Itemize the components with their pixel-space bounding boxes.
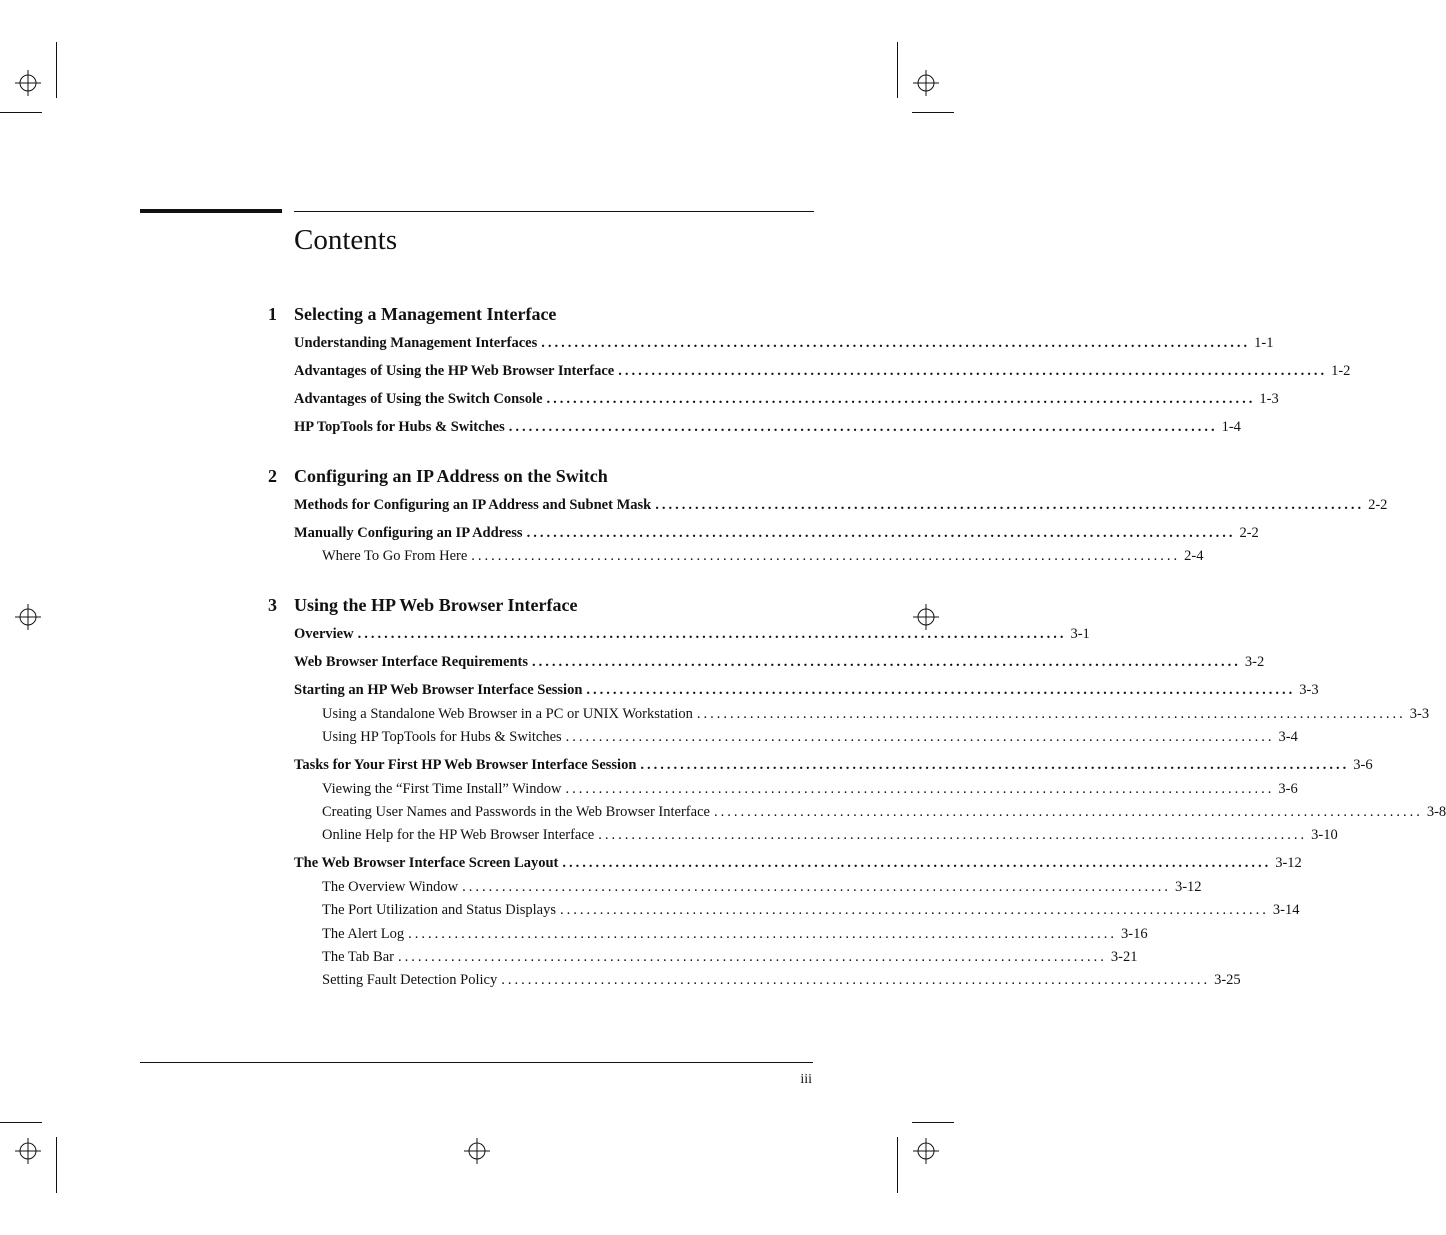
toc-entry-page: 3-6 <box>1278 781 1298 797</box>
toc-entry[interactable] <box>294 855 1302 872</box>
toc-entry[interactable] <box>294 654 1265 671</box>
crop-mark <box>0 1122 42 1123</box>
toc-entry-page: 3-21 <box>1110 949 1138 965</box>
toc-entry[interactable] <box>294 525 1259 542</box>
toc-entry-label: Advantages of Using the Switch Console <box>294 391 543 407</box>
toc-entry-page: 3-10 <box>1311 827 1338 843</box>
toc-subentry[interactable] <box>322 706 1430 723</box>
toc-entry-label: Setting Fault Detection Policy <box>322 972 498 988</box>
toc-entry-label: Tasks for Your First HP Web Browser Interface Session <box>294 757 637 773</box>
toc-entry-page: 3-8 <box>1426 804 1446 820</box>
toc-entry[interactable] <box>294 391 1279 408</box>
toc-entry-label: Viewing the “First Time Install” Window <box>322 781 562 797</box>
toc-entry[interactable] <box>294 363 1351 380</box>
toc-entry[interactable] <box>294 335 1274 352</box>
toc-entry-page: 1-3 <box>1259 391 1279 407</box>
crop-mark <box>912 112 954 113</box>
toc-entry-label: Manually Configuring an IP Address <box>294 525 523 541</box>
toc-entry-page: 3-3 <box>1299 682 1319 698</box>
toc-entry-page: 2-4 <box>1184 548 1204 564</box>
toc-entry-page: 3-14 <box>1272 902 1300 918</box>
footer-rule <box>140 1062 813 1063</box>
leader-dots: ........................................................................................................... <box>562 855 1272 871</box>
crop-mark <box>897 1137 898 1193</box>
page-title: Contents <box>294 224 398 256</box>
toc-entry-page: 3-1 <box>1070 626 1090 642</box>
leader-dots: ........................................................................................................... <box>640 757 1350 773</box>
toc-entry-page: 1-2 <box>1331 363 1351 379</box>
toc-entry-page: 3-12 <box>1275 855 1302 871</box>
header-thin-rule <box>294 211 814 212</box>
toc-entry-page: 3-4 <box>1278 729 1298 745</box>
toc-entry-label: The Alert Log <box>322 926 405 942</box>
toc-entry-label: Starting an HP Web Browser Interface Session <box>294 682 583 698</box>
leader-dots: ........................................................................................................... <box>462 879 1171 895</box>
leader-dots: ........................................................................................................... <box>357 626 1067 642</box>
leader-dots: ........................................................................................................... <box>598 827 1308 843</box>
toc-subentry[interactable] <box>322 879 1202 896</box>
chapter-number: 3 <box>268 595 277 615</box>
toc-entry[interactable] <box>294 626 1090 643</box>
toc-entry-label: Using HP TopTools for Hubs & Switches <box>322 729 562 745</box>
leader-dots: ........................................................................................................... <box>501 972 1211 988</box>
toc-entry-label: HP TopTools for Hubs & Switches <box>294 419 505 435</box>
toc-entry-page: 3-2 <box>1244 654 1265 670</box>
chapter-title: Configuring an IP Address on the Switch <box>294 466 608 486</box>
toc-entry-page: 1-1 <box>1254 335 1274 351</box>
leader-dots: ........................................................................................................... <box>526 525 1236 541</box>
toc-entry-page: 3-3 <box>1409 706 1430 722</box>
crop-mark <box>56 1137 57 1193</box>
toc-entry[interactable] <box>294 757 1373 774</box>
page-number: iii <box>800 1072 812 1087</box>
leader-dots: ........................................................................................................... <box>541 335 1251 351</box>
crop-mark <box>897 42 898 98</box>
toc-entry-label: Online Help for the HP Web Browser Interface <box>322 827 595 843</box>
toc-subentry[interactable] <box>322 548 1204 565</box>
crop-mark <box>56 42 57 98</box>
toc-entry[interactable] <box>294 419 1241 436</box>
toc-entry-page: 3-16 <box>1121 926 1148 942</box>
toc-entry-label: The Overview Window <box>322 879 459 895</box>
toc-entry-label: Advantages of Using the HP Web Browser Interface <box>294 363 615 379</box>
registration-mark-icon <box>464 1138 490 1164</box>
chapter-number: 1 <box>268 304 277 324</box>
toc-subentry[interactable] <box>322 902 1300 919</box>
toc-subentry[interactable] <box>322 804 1446 821</box>
registration-mark-icon <box>15 1138 41 1164</box>
registration-mark-icon <box>913 70 939 96</box>
toc-entry-page: 3-6 <box>1353 757 1373 773</box>
leader-dots: ........................................................................................................... <box>565 729 1275 745</box>
chapter-number: 2 <box>268 466 277 486</box>
leader-dots: ........................................................................................................... <box>696 706 1406 722</box>
toc-entry-label: The Web Browser Interface Screen Layout <box>294 855 559 871</box>
toc-entry-page: 3-25 <box>1214 972 1241 988</box>
registration-mark-icon <box>15 604 41 630</box>
toc-subentry[interactable] <box>322 949 1138 966</box>
toc-entry[interactable] <box>294 682 1319 699</box>
leader-dots: ........................................................................................................... <box>408 926 1118 942</box>
toc-entry-label: Understanding Management Interfaces <box>294 335 538 351</box>
leader-dots: ........................................................................................................... <box>565 781 1275 797</box>
toc-entry-label: The Port Utilization and Status Displays <box>322 902 556 918</box>
toc-entry-label: Web Browser Interface Requirements <box>294 654 528 670</box>
leader-dots: ........................................................................................................... <box>655 497 1365 513</box>
chapter-title: Using the HP Web Browser Interface <box>294 595 578 615</box>
toc-entry-page: 2-2 <box>1368 497 1388 513</box>
toc-entry-label: Methods for Configuring an IP Address and Subnet Mask <box>294 497 652 513</box>
leader-dots: ........................................................................................................... <box>471 548 1181 564</box>
header-thick-rule <box>140 209 282 213</box>
leader-dots: ........................................................................................................... <box>560 902 1269 918</box>
toc-entry-label: The Tab Bar <box>322 949 394 965</box>
registration-mark-icon <box>15 70 41 96</box>
leader-dots: ........................................................................................................... <box>546 391 1256 407</box>
toc-entry-page: 1-4 <box>1221 419 1241 435</box>
toc-subentry[interactable] <box>322 926 1148 943</box>
toc-subentry[interactable] <box>322 781 1298 798</box>
chapter-title: Selecting a Management Interface <box>294 304 557 324</box>
toc-subentry[interactable] <box>322 972 1241 989</box>
toc-entry-label: Using a Standalone Web Browser in a PC or UNIX Workstation <box>322 706 693 722</box>
leader-dots: ........................................................................................................... <box>531 654 1241 670</box>
leader-dots: ........................................................................................................... <box>713 804 1423 820</box>
crop-mark <box>0 112 42 113</box>
toc-entry-label: Overview <box>294 626 354 642</box>
toc-entry-page: 3-12 <box>1174 879 1202 895</box>
toc-entry[interactable] <box>294 497 1388 514</box>
toc-entry-label: Creating User Names and Passwords in the Web Browser Interface <box>322 804 710 820</box>
toc-entry-page: 2-2 <box>1239 525 1259 541</box>
leader-dots: ........................................................................................................... <box>398 949 1107 965</box>
toc-entry-label: Where To Go From Here <box>322 548 468 564</box>
leader-dots: ........................................................................................................... <box>586 682 1296 698</box>
toc-subentry[interactable] <box>322 729 1298 746</box>
registration-mark-icon <box>913 1138 939 1164</box>
toc-subentry[interactable] <box>322 827 1338 844</box>
crop-mark <box>912 1122 954 1123</box>
leader-dots: ........................................................................................................... <box>508 419 1218 435</box>
leader-dots: ........................................................................................................... <box>618 363 1328 379</box>
